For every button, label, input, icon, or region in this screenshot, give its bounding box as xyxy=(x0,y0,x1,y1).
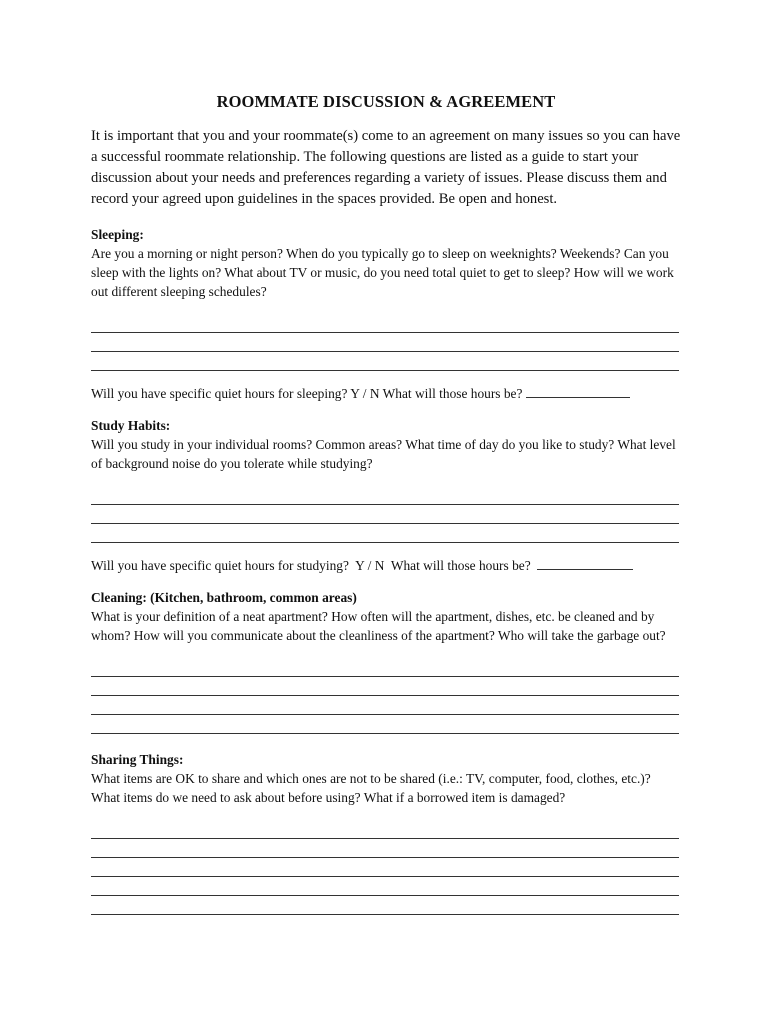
followup-sleeping xyxy=(91,385,681,403)
question-sharing: What items are OK to share and which ones are not to be shared (i.e.: TV, computer, food, clothes, etc.)? What items do we need to ask about before using? What if a borrowed item is damaged? xyxy=(91,771,651,805)
answer-area-sharing[interactable] xyxy=(91,820,681,915)
answer-line[interactable] xyxy=(91,696,679,715)
section-heading-study: Study Habits: xyxy=(91,418,171,433)
question-cleaning: What is your definition of a neat apartment? How often will the apartment, dishes, etc. be cleaned and by whom? How will you communicate about the cleanliness of the apartment? Who will take the garbage out? xyxy=(91,609,666,643)
quiet-hours-blank-sleeping[interactable] xyxy=(526,385,630,398)
document-content xyxy=(91,92,681,915)
answer-line[interactable] xyxy=(91,677,679,696)
answer-line[interactable] xyxy=(91,820,679,839)
section-heading-sleeping: Sleeping: xyxy=(91,227,144,242)
answer-line[interactable] xyxy=(91,658,679,677)
section-cleaning xyxy=(91,589,681,734)
answer-line[interactable] xyxy=(91,715,679,734)
quiet-hours-blank-study[interactable] xyxy=(537,557,633,570)
answer-line[interactable] xyxy=(91,314,679,333)
answer-line[interactable] xyxy=(91,877,679,896)
answer-line[interactable] xyxy=(91,896,679,915)
section-sharing xyxy=(91,751,681,915)
page-title: ROOMMATE DISCUSSION & AGREEMENT xyxy=(216,92,556,111)
followup-question-sleeping: Will you have specific quiet hours for sleeping? Y / N What will those hours be? xyxy=(91,386,526,401)
section-sleeping xyxy=(91,226,681,403)
answer-line[interactable] xyxy=(91,352,679,371)
answer-line[interactable] xyxy=(91,486,679,505)
answer-line[interactable] xyxy=(91,858,679,877)
followup-question-study: Will you have specific quiet hours for studying? Y / N What will those hours be? xyxy=(91,558,538,573)
answer-area-sleeping[interactable] xyxy=(91,314,681,371)
question-sleeping: Are you a morning or night person? When do you typically go to sleep on weeknights? Weekends? Can you sleep with the lights on? What about TV or music, do you need total quiet to get to sleep? How will we work out different sleeping schedules? xyxy=(91,246,674,299)
section-heading-sharing: Sharing Things: xyxy=(91,752,184,767)
followup-study xyxy=(91,557,681,575)
answer-line[interactable] xyxy=(91,839,679,858)
answer-area-study[interactable] xyxy=(91,486,681,543)
answer-line[interactable] xyxy=(91,505,679,524)
answer-line[interactable] xyxy=(91,333,679,352)
intro-paragraph: It is important that you and your roommate(s) come to an agreement on many issues so you can have a successful roommate relationship. The following questions are listed as a guide to start your discussion about your needs and preferences regarding a variety of issues. Please discuss them and record your agreed upon guidelines in the spaces provided. Be open and honest. xyxy=(91,128,681,207)
section-heading-cleaning: Cleaning: (Kitchen, bathroom, common areas) xyxy=(91,590,357,605)
question-study: Will you study in your individual rooms? Common areas? What time of day do you like to study? What level of background noise do you tolerate while studying? xyxy=(91,437,676,471)
answer-area-cleaning[interactable] xyxy=(91,658,681,734)
answer-line[interactable] xyxy=(91,524,679,543)
section-study-habits xyxy=(91,417,681,575)
